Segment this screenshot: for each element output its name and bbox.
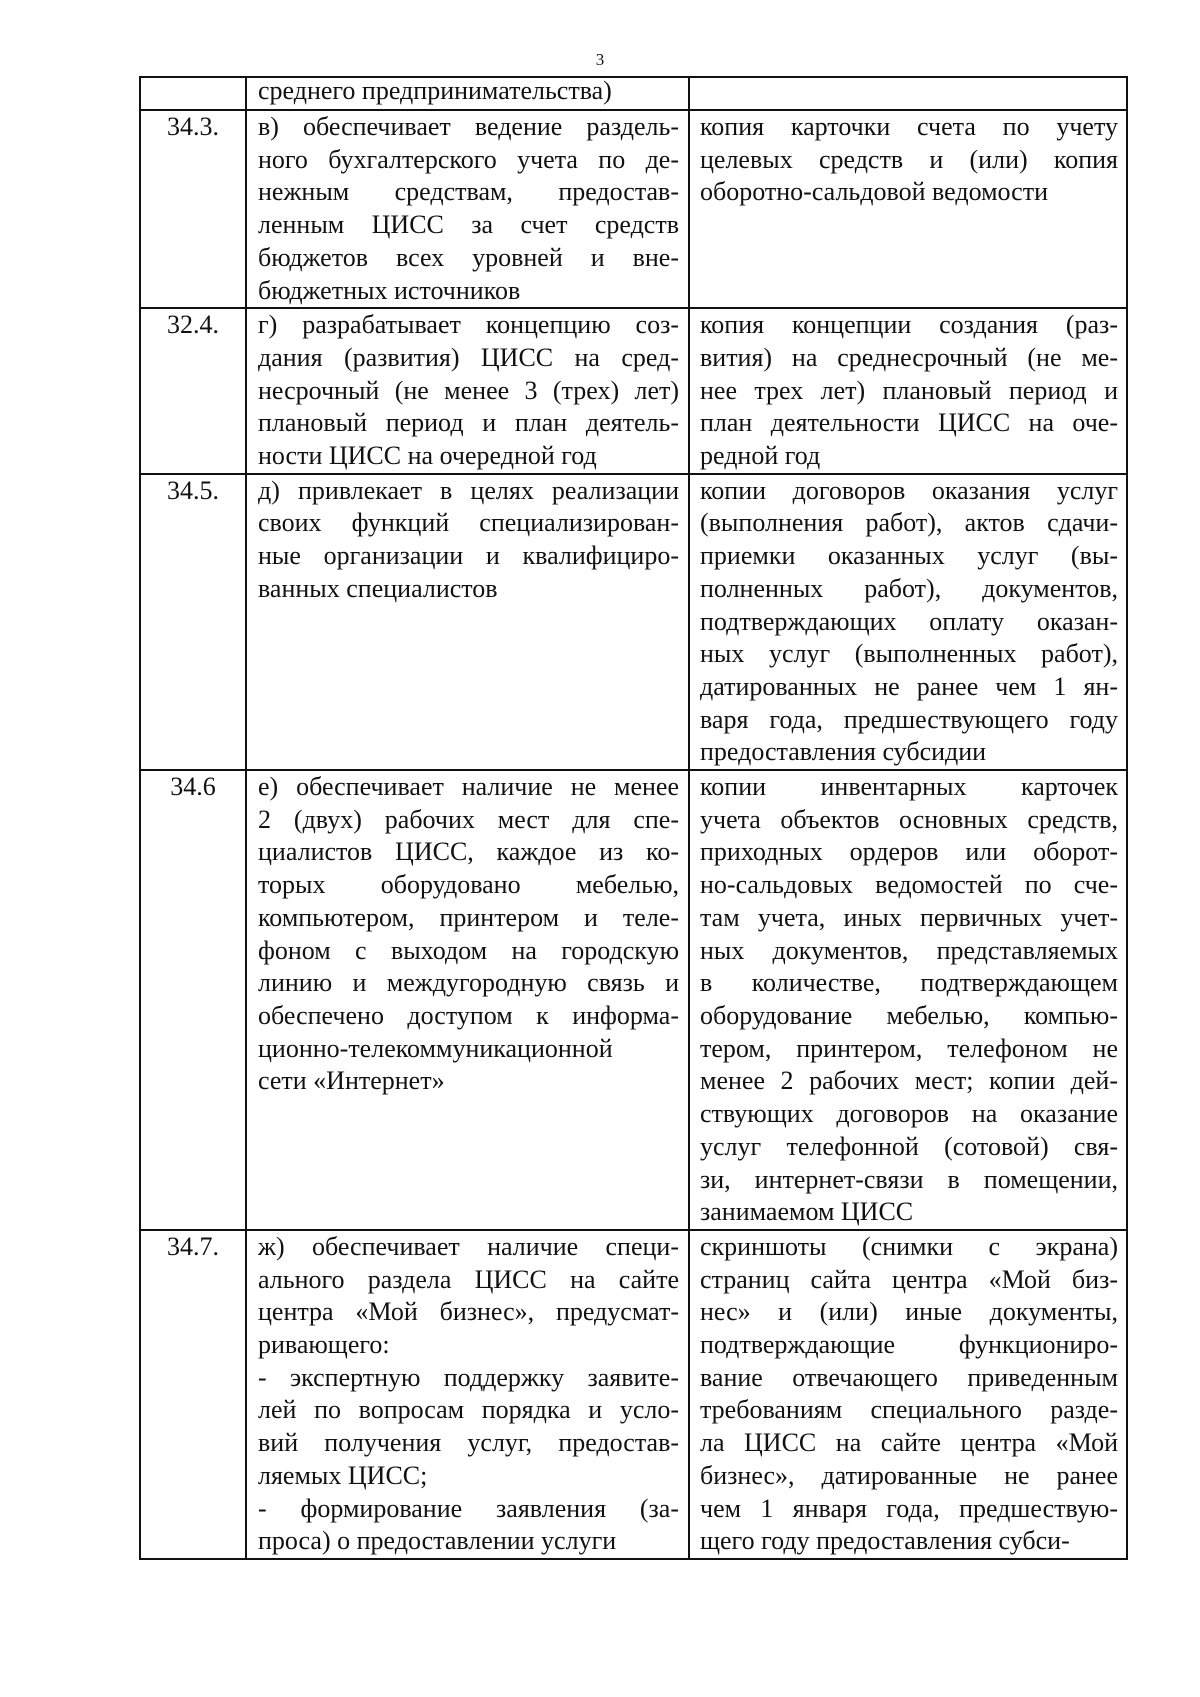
requirement-cell (246, 1230, 689, 1559)
document-text-line: приемки оказанных услуг (вы- (700, 541, 1118, 571)
document-text-line: оборотно-сальдовой ведомости (700, 177, 1048, 207)
document-text-line: варя года, предшествующего году (700, 704, 1118, 734)
requirement-text-line: сети «Интернет» (258, 1066, 445, 1096)
document-text-line: копия концепции создания (раз- (700, 310, 1118, 340)
requirement-text-line: д) привлекает в целях реализации (258, 475, 679, 505)
requirement-text-line: обеспечено доступом к информа- (258, 1000, 679, 1030)
document-cell (689, 308, 1127, 474)
item-number-cell (140, 474, 246, 770)
item-number-cell (140, 770, 246, 1230)
document-text-line: скриншоты (снимки с экрана) (700, 1231, 1118, 1261)
requirement-text-line: ные организации и квалифициро- (258, 541, 679, 571)
requirement-text-line: ционно-телекоммуникационной (258, 1033, 613, 1063)
document-text-line: услуг телефонной (сотовой) свя- (700, 1131, 1118, 1161)
document-text-line: зи, интернет-связи в помещении, (700, 1164, 1118, 1194)
document-text-line: (выполнения работ), актов сдачи- (700, 508, 1118, 538)
document-text-line: требованиям специального разде- (700, 1395, 1118, 1425)
requirement-text-line: бюджетных источников (258, 275, 521, 305)
document-text-line: нее трех лет) плановый период и (700, 375, 1118, 405)
document-text-line: план деятельности ЦИСС на оче- (700, 408, 1118, 438)
item-number: 32.4. (167, 310, 219, 340)
requirement-text-line: дания (развития) ЦИСС на сред- (258, 342, 679, 372)
requirement-text-line: 2 (двух) рабочих мест для спе- (258, 804, 679, 834)
document-text-line: копии инвентарных карточек (700, 772, 1118, 802)
requirement-text-line: проса) о предоставлении услуги (258, 1526, 617, 1556)
document-text-line: там учета, иных первичных учет- (700, 902, 1118, 932)
document-text-line: менее 2 рабочих мест; копии дей- (700, 1066, 1118, 1096)
requirement-text-line: вий получения услуг, предостав- (258, 1428, 679, 1458)
requirement-text-line: ляемых ЦИСС; (258, 1460, 428, 1490)
requirement-text-line: в) обеспечивает ведение раздель- (258, 112, 679, 141)
document-text-line: целевых средств и (или) копия (700, 144, 1118, 174)
document-text-line: тером, принтером, телефоном не (700, 1033, 1118, 1063)
requirement-text-line: ального раздела ЦИСС на сайте (258, 1264, 679, 1294)
page-number: 3 (595, 50, 605, 69)
requirement-text-line: е) обеспечивает наличие не менее (258, 772, 679, 802)
requirement-text-line: компьютером, принтером и теле- (258, 902, 679, 932)
document-text-line: ла ЦИСС на сайте центра «Мой (700, 1428, 1118, 1458)
document-text-line: но-сальдовых ведомостей по сче- (700, 870, 1118, 900)
document-text-line: датированных не ранее чем 1 ян- (700, 671, 1118, 701)
document-text-line: оборудование мебелью, компью- (700, 1000, 1118, 1030)
table-row (140, 308, 1127, 474)
item-number: 34.7. (167, 1231, 219, 1261)
document-text-line: ных документов, представляемых (700, 935, 1118, 965)
requirement-text-line: лей по вопросам порядка и усло- (258, 1395, 679, 1425)
document-text-line: учета объектов основных средств, (700, 804, 1118, 834)
document-text-line: чем 1 января года, предшествую- (700, 1493, 1118, 1523)
requirement-text-line: бюджетов всех уровней и вне- (258, 242, 679, 272)
document-cell (689, 770, 1127, 1230)
requirement-text-line: циалистов ЦИСС, каждое из ко- (258, 837, 679, 867)
requirement-text-line: г) разрабатывает концепцию соз- (258, 310, 679, 340)
document-text-line: копия карточки счета по учету (700, 112, 1118, 141)
document-text-line: щего году предоставления субси- (700, 1526, 1070, 1556)
item-number: 34.6 (170, 772, 216, 802)
document-text-line: копии договоров оказания услуг (700, 475, 1118, 505)
item-number-cell (140, 77, 246, 110)
requirement-text-line: нежным средствам, предостав- (258, 177, 679, 207)
document-text-line: подтверждающие функциониро- (700, 1330, 1118, 1360)
document-cell (689, 1230, 1127, 1559)
document-text-line: приходных ордеров или оборот- (700, 837, 1118, 867)
item-number-cell (140, 110, 246, 308)
table-row (140, 1230, 1127, 1559)
item-number-cell (140, 1230, 246, 1559)
document-text-line: бизнес», датированные не ранее (700, 1460, 1118, 1490)
item-number: 34.3. (167, 112, 219, 141)
document-text-line: вание отвечающего приведенным (700, 1362, 1118, 1392)
requirement-text-line: ного бухгалтерского учета по де- (258, 144, 679, 174)
requirement-text-line: несрочный (не менее 3 (трех) лет) (258, 375, 679, 405)
document-cell (689, 474, 1127, 770)
document-text-line: страниц сайта центра «Мой биз- (700, 1264, 1118, 1294)
requirement-cell (246, 770, 689, 1230)
document-text-line: редной год (700, 441, 821, 471)
requirement-text-line: ванных специалистов (258, 573, 498, 603)
document-text-line: нес» и (или) иные документы, (700, 1297, 1118, 1327)
item-number: 34.5. (167, 475, 219, 505)
table-row (140, 77, 1127, 110)
requirement-text-line: - экспертную поддержку заявите- (258, 1362, 679, 1392)
requirement-text-line: ности ЦИСС на очередной год (258, 441, 597, 471)
requirement-cell (246, 474, 689, 770)
requirement-text-line: ж) обеспечивает наличие специ- (258, 1231, 679, 1261)
document-text-line: ных услуг (выполненных работ), (700, 639, 1118, 669)
requirement-cell (246, 308, 689, 474)
document-text-line: полненных работ), документов, (700, 573, 1118, 603)
requirement-text-line: ленным ЦИСС за счет средств (258, 210, 679, 240)
requirement-text-line: линию и междугородную связь и (258, 968, 679, 998)
document-text-line: предоставления субсидии (700, 737, 987, 767)
document-cell (689, 77, 1127, 110)
requirement-text-line: среднего предпринимательства) (258, 76, 612, 105)
requirement-text-line: ривающего: (258, 1330, 390, 1360)
requirement-text-line: плановый период и план деятель- (258, 408, 679, 438)
requirement-cell (246, 110, 689, 308)
document-cell (689, 110, 1127, 308)
document-text-line: подтверждающих оплату оказан- (700, 606, 1118, 636)
requirement-cell (246, 77, 689, 110)
table-row (140, 110, 1127, 308)
table-row (140, 474, 1127, 770)
document-text-line: вития) на среднесрочный (не ме- (700, 342, 1118, 372)
requirement-text-line: центра «Мой бизнес», предусмат- (258, 1297, 679, 1327)
table-row (140, 770, 1127, 1230)
requirement-text-line: своих функций специализирован- (258, 508, 679, 538)
item-number-cell (140, 308, 246, 474)
document-text-line: занимаемом ЦИСС (700, 1197, 914, 1227)
requirement-text-line: торых оборудовано мебелью, (258, 870, 679, 900)
requirements-table (139, 76, 1128, 1560)
requirement-text-line: - формирование заявления (за- (258, 1493, 679, 1523)
document-text-line: ствующих договоров на оказание (700, 1099, 1118, 1129)
document-text-line: в количестве, подтверждающем (700, 968, 1118, 998)
requirement-text-line: фоном с выходом на городскую (258, 935, 679, 965)
